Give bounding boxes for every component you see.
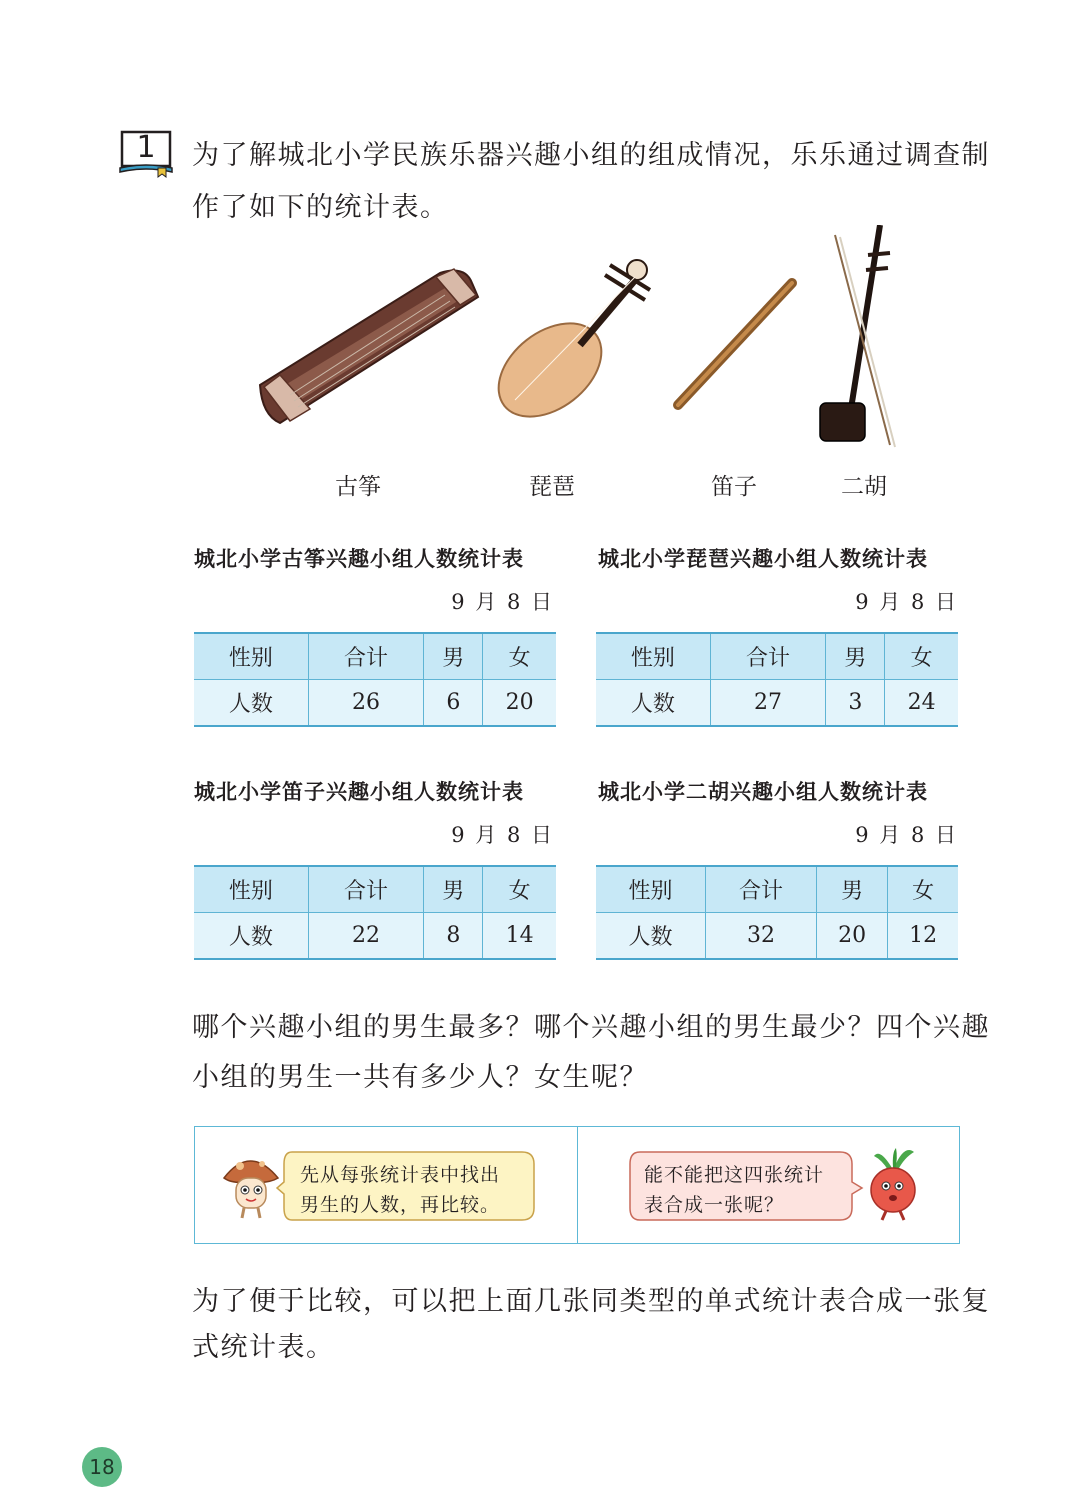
tip-right-line2: 表合成一张呢？ xyxy=(644,1194,785,1216)
table-date-pipa: 9 月 8 日 xyxy=(855,590,958,614)
table-cell: 24 xyxy=(885,680,958,727)
table-cell: 26 xyxy=(308,680,424,727)
table-header-cell: 合计 xyxy=(706,866,817,913)
table-title-erhu: 城北小学二胡兴趣小组人数统计表 xyxy=(598,780,928,804)
stat-table-pipa xyxy=(596,632,958,727)
table-header-cell: 性别 xyxy=(596,866,706,913)
dizi-icon xyxy=(678,283,792,405)
tips-divider xyxy=(577,1126,578,1244)
guzheng-icon xyxy=(260,269,478,423)
page-number-badge: 18 xyxy=(82,1447,122,1487)
table-cell: 20 xyxy=(816,913,887,960)
tip-bubble-right xyxy=(634,1154,854,1226)
table-cell: 22 xyxy=(308,913,424,960)
problem-text-line1: 为了解城北小学民族乐器兴趣小组的组成情况，乐乐通过调查制 xyxy=(192,140,990,171)
table-cell: 人数 xyxy=(194,680,308,727)
table-header-cell: 男 xyxy=(424,866,483,913)
pipa-icon xyxy=(481,260,650,436)
instrument-label-pipa: 琵琶 xyxy=(529,474,575,500)
table-header-cell: 女 xyxy=(888,866,958,913)
table-cell: 人数 xyxy=(596,680,710,727)
stat-table-dizi xyxy=(194,865,556,960)
table-cell: 32 xyxy=(706,913,817,960)
tip-left-line1: 先从每张统计表中找出 xyxy=(300,1164,501,1186)
table-title-dizi: 城北小学笛子兴趣小组人数统计表 xyxy=(194,780,524,804)
instrument-label-erhu: 二胡 xyxy=(841,474,887,500)
table-cell: 人数 xyxy=(596,913,706,960)
problem-number-badge xyxy=(118,128,174,176)
instruments-illustration xyxy=(250,225,930,465)
table-header-cell: 性别 xyxy=(194,633,308,680)
instrument-label-guzheng: 古筝 xyxy=(335,474,381,500)
table-header-cell: 性别 xyxy=(596,633,710,680)
question-text-line2: 小组的男生一共有多少人？女生呢？ xyxy=(192,1062,648,1093)
table-date-dizi: 9 月 8 日 xyxy=(451,823,554,847)
table-header-cell: 男 xyxy=(826,633,885,680)
tip-left-line2: 男生的人数，再比较。 xyxy=(300,1194,501,1216)
table-cell: 6 xyxy=(424,680,483,727)
tip-bubble-left xyxy=(290,1154,530,1226)
table-header-cell: 男 xyxy=(424,633,483,680)
conclusion-text-line2: 式统计表。 xyxy=(192,1332,335,1363)
table-cell: 8 xyxy=(424,913,483,960)
table-header-cell: 女 xyxy=(483,866,556,913)
table-date-guzheng: 9 月 8 日 xyxy=(451,590,554,614)
table-header-cell: 合计 xyxy=(710,633,826,680)
table-title-pipa: 城北小学琵琶兴趣小组人数统计表 xyxy=(598,547,928,571)
table-cell: 27 xyxy=(710,680,826,727)
table-cell: 12 xyxy=(888,913,958,960)
table-header-cell: 合计 xyxy=(308,866,424,913)
erhu-icon xyxy=(820,225,895,447)
table-date-erhu: 9 月 8 日 xyxy=(855,823,958,847)
table-cell: 14 xyxy=(483,913,556,960)
table-header-cell: 性别 xyxy=(194,866,308,913)
table-header-cell: 合计 xyxy=(308,633,424,680)
tip-right-line1: 能不能把这四张统计 xyxy=(644,1164,825,1186)
table-title-guzheng: 城北小学古筝兴趣小组人数统计表 xyxy=(194,547,524,571)
problem-text-line2: 作了如下的统计表。 xyxy=(192,192,449,223)
table-cell: 3 xyxy=(826,680,885,727)
radish-character-icon xyxy=(860,1144,926,1224)
mushroom-character-icon xyxy=(218,1148,282,1220)
table-header-cell: 女 xyxy=(885,633,958,680)
table-header-cell: 女 xyxy=(483,633,556,680)
table-cell: 20 xyxy=(483,680,556,727)
stat-table-erhu xyxy=(596,865,958,960)
conclusion-text-line1: 为了便于比较，可以把上面几张同类型的单式统计表合成一张复 xyxy=(192,1286,990,1317)
table-header-cell: 男 xyxy=(816,866,887,913)
instrument-label-dizi: 笛子 xyxy=(711,474,757,500)
stat-table-guzheng xyxy=(194,632,556,727)
question-text-line1: 哪个兴趣小组的男生最多？哪个兴趣小组的男生最少？四个兴趣 xyxy=(192,1012,990,1043)
table-cell: 人数 xyxy=(194,913,308,960)
problem-number: 1 xyxy=(136,130,156,165)
